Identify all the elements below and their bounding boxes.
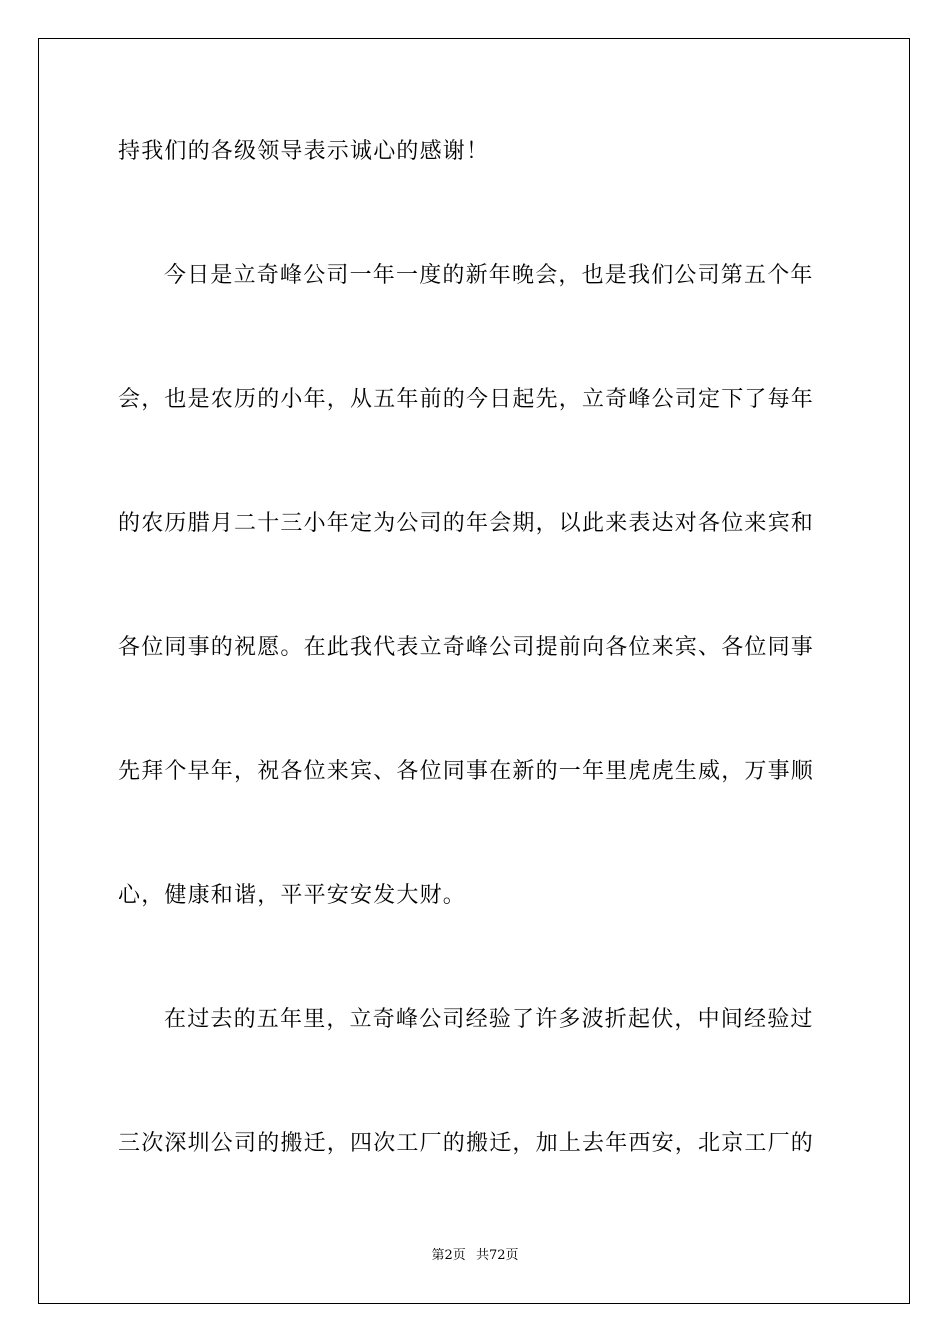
page-border (38, 38, 910, 1304)
text-line: 先拜个早年，祝各位来宾、各位同事在新的一年里虎虎生威，万事顺 (118, 759, 815, 784)
paragraph-first-line: 今日是立奇峰公司一年一度的新年晚会，也是我们公司第五个年 (164, 263, 814, 288)
text-line: 各位同事的祝愿。在此我代表立奇峰公司提前向各位来宾、各位同事 (118, 635, 815, 660)
text-line: 三次深圳公司的搬迁，四次工厂的搬迁，加上去年西安，北京工厂的 (118, 1131, 815, 1156)
text-line: 心，健康和谐，平平安安发大财。 (118, 883, 467, 908)
text-line: 的农历腊月二十三小年定为公司的年会期，以此来表达对各位来宾和 (118, 511, 815, 536)
page-footer (0, 1248, 950, 1264)
paragraph-first-line: 在过去的五年里，立奇峰公司经验了许多波折起伏，中间经验过 (164, 1007, 814, 1032)
text-line: 持我们的各级领导表示诚心的感谢！ (118, 139, 490, 164)
page-number: 第2页 (431, 1248, 466, 1263)
page-total: 共72页 (475, 1248, 519, 1263)
text-line: 会，也是农历的小年，从五年前的今日起先，立奇峰公司定下了每年 (118, 387, 815, 412)
